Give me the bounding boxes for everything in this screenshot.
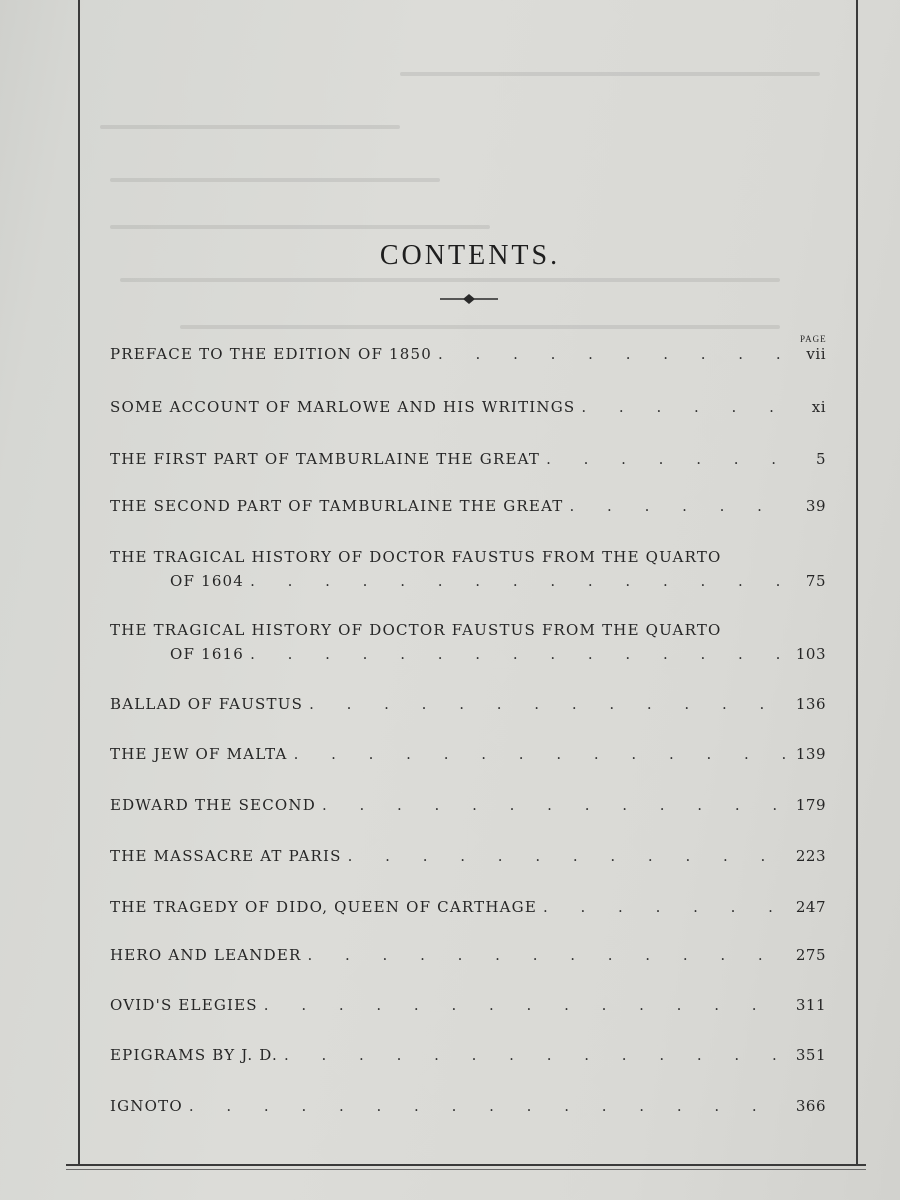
toc-entry-page: 5 bbox=[815, 450, 826, 468]
toc-entry-title: THE TRAGICAL HISTORY OF DOCTOR FAUSTUS FROM THE QUARTO bbox=[110, 621, 722, 639]
toc-entry-page: 139 bbox=[795, 745, 826, 763]
toc-entry-title: THE TRAGICAL HISTORY OF DOCTOR FAUSTUS FROM THE QUARTO bbox=[110, 548, 722, 566]
show-through-line bbox=[400, 72, 820, 76]
show-through-line bbox=[180, 325, 780, 329]
left-margin-rule bbox=[78, 0, 80, 1166]
dot-leader bbox=[250, 572, 792, 590]
toc-entry bbox=[110, 946, 826, 964]
toc-entry-page: 75 bbox=[805, 572, 826, 590]
page-column-label: PAGE bbox=[800, 334, 827, 344]
toc-entry-title: BALLAD OF FAUSTUS bbox=[110, 695, 304, 713]
toc-entry-page: 275 bbox=[795, 946, 826, 964]
dot-leader bbox=[264, 996, 790, 1014]
toc-entry-page: 247 bbox=[795, 898, 826, 916]
toc-entry-title-continued: OF 1604 bbox=[170, 572, 245, 590]
toc-entry-title: IGNOTO bbox=[110, 1097, 183, 1115]
toc-entry-page: 179 bbox=[795, 796, 826, 814]
toc-entry-title: THE JEW OF MALTA bbox=[110, 745, 288, 763]
toc-entry bbox=[110, 345, 826, 363]
toc-entry bbox=[110, 745, 826, 763]
show-through-line bbox=[100, 125, 400, 129]
dot-leader bbox=[546, 450, 792, 468]
toc-entry bbox=[110, 1046, 826, 1064]
dot-leader bbox=[284, 1046, 790, 1064]
dot-leader bbox=[570, 497, 793, 515]
toc-entry-title: PREFACE TO THE EDITION OF 1850 bbox=[110, 345, 433, 363]
ornamental-rule-icon bbox=[438, 292, 500, 306]
toc-entry-title: EDWARD THE SECOND bbox=[110, 796, 316, 814]
toc-entry-page: 136 bbox=[795, 695, 826, 713]
show-through-line bbox=[110, 178, 440, 182]
toc-entry bbox=[110, 898, 826, 916]
toc-entry-title: SOME ACCOUNT OF MARLOWE AND HIS WRITINGS bbox=[110, 398, 576, 416]
toc-entry-title: THE MASSACRE AT PARIS bbox=[110, 847, 342, 865]
toc-entry-title: THE FIRST PART OF TAMBURLAINE THE GREAT bbox=[110, 450, 541, 468]
toc-entry-title: EPIGRAMS BY J. D. bbox=[110, 1046, 278, 1064]
toc-entry-title: HERO AND LEANDER bbox=[110, 946, 302, 964]
toc-entry-page: 103 bbox=[795, 645, 826, 663]
dot-leader bbox=[189, 1097, 790, 1115]
toc-entry-page: xi bbox=[811, 398, 826, 416]
toc-entry bbox=[110, 548, 826, 590]
toc-entry bbox=[110, 996, 826, 1014]
dot-leader bbox=[250, 645, 790, 663]
toc-entry-page: 223 bbox=[795, 847, 826, 865]
dot-leader bbox=[307, 946, 789, 964]
dot-leader bbox=[543, 898, 790, 916]
right-margin-rule bbox=[856, 0, 858, 1166]
toc-entry-title: THE TRAGEDY OF DIDO, QUEEN OF CARTHAGE bbox=[110, 898, 537, 916]
toc-entry-title: THE SECOND PART OF TAMBURLAINE THE GREAT bbox=[110, 497, 564, 515]
toc-entry bbox=[110, 398, 826, 416]
show-through-line bbox=[110, 225, 490, 229]
toc-entry-page: vii bbox=[806, 345, 826, 363]
toc-entry-page: 351 bbox=[795, 1046, 826, 1064]
toc-entry-page: 311 bbox=[795, 996, 826, 1014]
toc-entry bbox=[110, 847, 826, 865]
toc-entry-page: 366 bbox=[795, 1097, 826, 1115]
toc-entry bbox=[110, 450, 826, 468]
toc-entry bbox=[110, 695, 826, 713]
show-through-line bbox=[120, 278, 780, 282]
toc-entry bbox=[110, 497, 826, 515]
dot-leader bbox=[348, 847, 790, 865]
bottom-margin-rule bbox=[66, 1164, 866, 1166]
dot-leader bbox=[309, 695, 790, 713]
toc-entry bbox=[110, 1097, 826, 1115]
toc-entry-title-continued: OF 1616 bbox=[170, 645, 245, 663]
dot-leader bbox=[581, 398, 792, 416]
contents-heading: CONTENTS. bbox=[379, 240, 561, 271]
dot-leader bbox=[294, 745, 790, 763]
toc-entry bbox=[110, 621, 826, 663]
bottom-margin-rule-thin bbox=[66, 1169, 866, 1170]
dot-leader bbox=[322, 796, 790, 814]
toc-entry-page: 39 bbox=[805, 497, 826, 515]
dot-leader bbox=[438, 345, 792, 363]
toc-entry bbox=[110, 796, 826, 814]
toc-entry-title: OVID'S ELEGIES bbox=[110, 996, 258, 1014]
